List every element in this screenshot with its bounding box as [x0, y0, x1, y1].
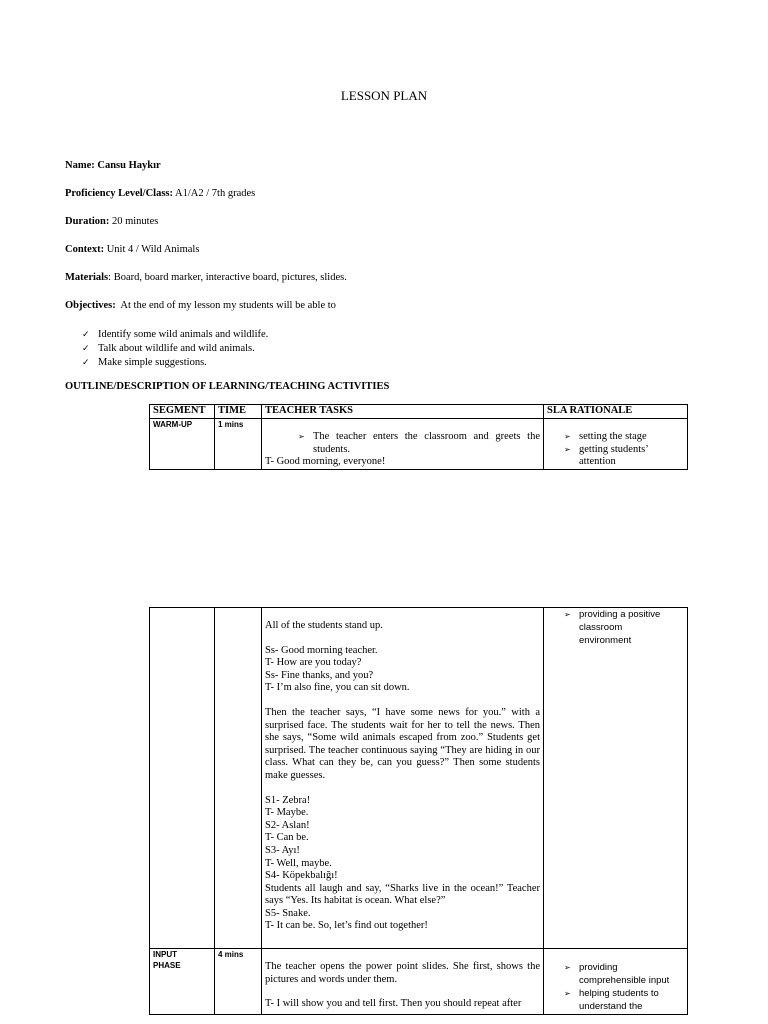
segment-header: SEGMENT [150, 405, 215, 419]
segment-label: WARM-UP [153, 420, 193, 429]
dialogue-line: All of the students stand up. [265, 620, 383, 631]
level-value: A1/A2 / 7th grades [173, 188, 256, 199]
task-line: T- Good morning, everyone! [265, 456, 386, 468]
task-bullet [265, 431, 540, 456]
checkmark-icon: ✓ [82, 344, 90, 354]
objectives-list [82, 328, 268, 370]
dialogue-line: T- Well, maybe. [265, 857, 332, 869]
input-paragraph: The teacher opens the power point slides. She first, shows the pictures and words under them. [265, 961, 540, 985]
level-field [65, 188, 255, 199]
arrow-bullet-icon: ➢ [564, 610, 571, 619]
dialogue-line: T- How are you today? [265, 657, 362, 669]
objective-text: Make simple suggestions. [98, 357, 207, 368]
rationale-cell [544, 419, 688, 470]
duration-value: 20 minutes [109, 216, 159, 227]
dialogue-line: T- It can be. So, let’s find out together! [265, 920, 428, 932]
time-label: 4 mins [218, 950, 244, 959]
checkmark-icon: ✓ [82, 330, 90, 340]
outline-heading: OUTLINE/DESCRIPTION OF LEARNING/TEACHING ACTIVITIES [65, 381, 390, 392]
arrow-bullet-icon: ➢ [564, 989, 571, 998]
time-cell [215, 949, 262, 1015]
segment-cell [150, 608, 215, 949]
rationale-item [547, 987, 684, 1013]
rationale-item [547, 431, 684, 444]
teacher-tasks-cell [262, 419, 544, 470]
dialogue-line: S3- Ayı! [265, 844, 300, 856]
context-label: Context: [65, 244, 105, 255]
table-row [150, 949, 688, 1015]
duration-label: Duration: [65, 216, 110, 227]
dialogue-line: T- Maybe. [265, 807, 309, 819]
rationale-item [547, 961, 684, 987]
checkmark-icon: ✓ [82, 358, 90, 368]
materials-field [65, 272, 347, 283]
segment-label: INPUT PHASE [153, 950, 181, 970]
segment-cell [150, 419, 215, 470]
rationale-cell [544, 949, 688, 1015]
list-item [82, 356, 268, 370]
document-title: LESSON PLAN [340, 88, 428, 103]
time-label: 1 mins [218, 420, 244, 429]
dialogue-line: S2- Aslan! [265, 819, 310, 831]
teacher-tasks-cell [262, 608, 544, 949]
table-row [150, 419, 688, 470]
sla-rationale-header: SLA RATIONALE [544, 405, 688, 419]
rationale-text: helping students to understand the [579, 988, 659, 1012]
dialogue-line: S1- Zebra! [265, 794, 311, 806]
teacher-tasks-cell [262, 949, 544, 1015]
materials-label: Materials [65, 272, 109, 283]
dialogue-line: S5- Snake. [265, 907, 311, 919]
arrow-bullet-icon: ➢ [564, 444, 571, 454]
input-line: T- I will show you and tell first. Then you should repeat after [265, 998, 522, 1010]
table-row [150, 608, 688, 949]
name-label: Name: Cansu Haykır [65, 160, 161, 171]
time-cell [215, 608, 262, 949]
story-paragraph: Students all laugh and say, “Sharks live in the ocean!” Teacher says “Yes. Its habitat is ocean. What else?” [265, 882, 540, 907]
name-field [65, 160, 161, 171]
rationale-text: providing a positive classroom environment [579, 609, 661, 646]
objectives-field [65, 300, 336, 311]
rationale-item [547, 608, 684, 647]
activities-table-page1 [149, 404, 688, 470]
list-item [82, 328, 268, 342]
duration-field [65, 216, 158, 227]
arrow-bullet-icon: ➢ [564, 963, 571, 972]
time-cell [215, 419, 262, 470]
arrow-bullet-icon: ➢ [564, 432, 571, 441]
dialogue-line: Ss- Good morning teacher. [265, 644, 378, 656]
teacher-tasks-header: TEACHER TASKS [262, 405, 544, 419]
dialogue-line: S4- Köpekbalığı! [265, 870, 338, 882]
dialogue-line: T- Can be. [265, 832, 309, 844]
context-field [65, 244, 199, 255]
rationale-text: getting students’ attention [579, 443, 648, 468]
table-header-row [150, 405, 688, 419]
time-header: TIME [215, 405, 262, 419]
list-item [82, 342, 268, 356]
activities-table-page2 [149, 607, 688, 1015]
dialogue-line: Ss- Fine thanks, and you? [265, 669, 374, 681]
arrow-bullet-icon: ➢ [298, 432, 305, 441]
objective-text: Talk about wildlife and wild animals. [98, 343, 255, 354]
rationale-text: providing comprehensible input [579, 962, 670, 986]
context-value: Unit 4 / Wild Animals [104, 244, 200, 255]
rationale-item [547, 444, 684, 469]
segment-cell [150, 949, 215, 1015]
rationale-text: setting the stage [579, 431, 647, 442]
objectives-label: Objectives: [65, 300, 116, 311]
dialogue-line: T- I’m also fine, you can sit down. [265, 682, 410, 694]
materials-value: : Board, board marker, interactive board, pictures, slides. [108, 272, 347, 283]
story-paragraph: Then the teacher says, “I have some news for you.” with a surprised face. The students wait for her to tell the news. Then she says, “Some wild animals escaped from zoo.” Students get surprised. The teacher continuous saying “They are hiding in our class. What can they be, can you guess?” Then some students make guesses. [265, 706, 540, 781]
objective-text: Identify some wild animals and wildlife. [98, 329, 269, 340]
level-label: Proficiency Level/Class: [65, 188, 173, 199]
task-bullet-text: The teacher enters the classroom and greets the students. [313, 431, 540, 455]
objectives-value: At the end of my lesson my students will be able to [115, 300, 336, 311]
rationale-cell [544, 608, 688, 949]
